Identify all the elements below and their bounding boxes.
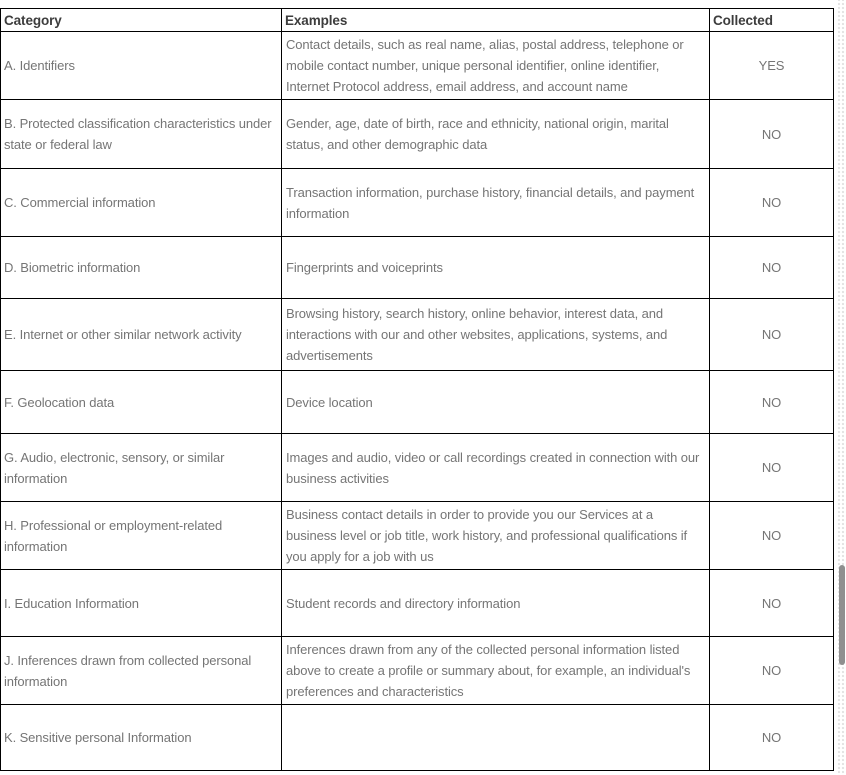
- vertical-scrollbar-track[interactable]: [836, 0, 846, 775]
- collected-cell: NO: [710, 502, 834, 570]
- collected-cell: NO: [710, 299, 834, 371]
- table-row: [1, 299, 834, 371]
- examples-cell: Browsing history, search history, online behavior, interest data, and interactions with our and other websites, applications, systems, and advertisements: [282, 299, 710, 371]
- table-row: [1, 502, 834, 570]
- examples-cell: Gender, age, date of birth, race and ethnicity, national origin, marital status, and other demographic data: [282, 100, 710, 169]
- category-cell: D. Biometric information: [1, 237, 282, 299]
- table-row: [1, 169, 834, 237]
- examples-cell: Device location: [282, 371, 710, 434]
- table-row: [1, 371, 834, 434]
- examples-cell: Images and audio, video or call recordings created in connection with our business activities: [282, 434, 710, 502]
- table-row: [1, 434, 834, 502]
- category-cell: A. Identifiers: [1, 32, 282, 100]
- collected-cell: NO: [710, 434, 834, 502]
- column-header-collected: Collected: [710, 9, 834, 32]
- examples-cell: Fingerprints and voiceprints: [282, 237, 710, 299]
- table-row: [1, 237, 834, 299]
- category-cell: I. Education Information: [1, 570, 282, 637]
- table-row: [1, 705, 834, 771]
- category-cell: G. Audio, electronic, sensory, or similar information: [1, 434, 282, 502]
- examples-cell: Transaction information, purchase history, financial details, and payment information: [282, 169, 710, 237]
- table-row: [1, 570, 834, 637]
- category-cell: E. Internet or other similar network activity: [1, 299, 282, 371]
- collected-cell: NO: [710, 100, 834, 169]
- examples-cell: Business contact details in order to provide you our Services at a business level or job title, work history, and professional qualifications if you apply for a job with us: [282, 502, 710, 570]
- category-cell: K. Sensitive personal Information: [1, 705, 282, 771]
- examples-cell: Contact details, such as real name, alias, postal address, telephone or mobile contact number, unique personal identifier, online identifier, Internet Protocol address, email address, and account name: [282, 32, 710, 100]
- column-header-category: Category: [1, 9, 282, 32]
- category-cell: B. Protected classification characteristics under state or federal law: [1, 100, 282, 169]
- header-row: [1, 9, 834, 32]
- table-row: [1, 32, 834, 100]
- category-cell: F. Geolocation data: [1, 371, 282, 434]
- category-cell: H. Professional or employment-related information: [1, 502, 282, 570]
- examples-cell: Inferences drawn from any of the collected personal information listed above to create a profile or summary about, for example, an individual's preferences and characteristics: [282, 637, 710, 705]
- collected-cell: NO: [710, 371, 834, 434]
- collected-cell: NO: [710, 570, 834, 637]
- examples-cell: [282, 705, 710, 771]
- category-cell: C. Commercial information: [1, 169, 282, 237]
- table-row: [1, 100, 834, 169]
- table-row: [1, 637, 834, 705]
- collected-cell: NO: [710, 237, 834, 299]
- collected-cell: YES: [710, 32, 834, 100]
- personal-information-categories-table: [0, 8, 834, 771]
- category-cell: J. Inferences drawn from collected personal information: [1, 637, 282, 705]
- examples-cell: Student records and directory information: [282, 570, 710, 637]
- collected-cell: NO: [710, 169, 834, 237]
- column-header-examples: Examples: [282, 9, 710, 32]
- collected-cell: NO: [710, 705, 834, 771]
- collected-cell: NO: [710, 637, 834, 705]
- vertical-scrollbar-thumb[interactable]: [839, 565, 845, 665]
